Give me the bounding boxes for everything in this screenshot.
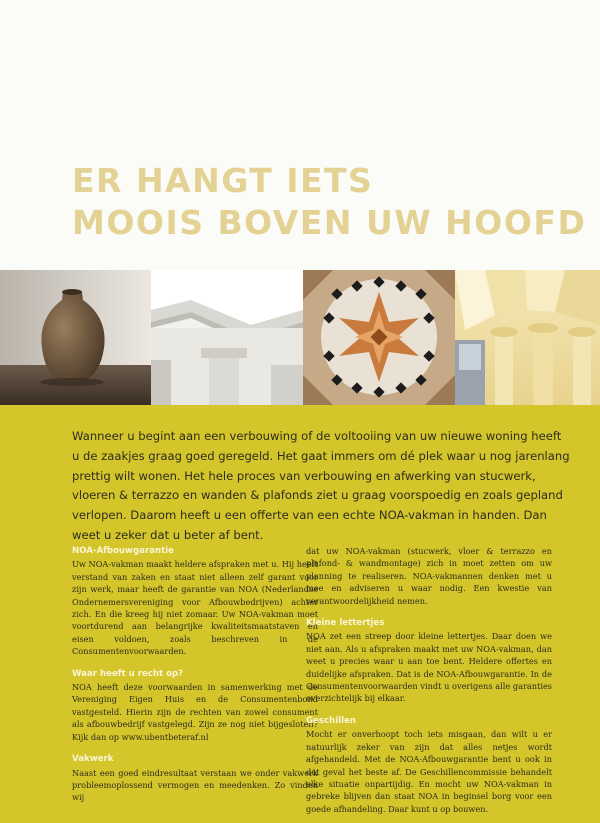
section-text-vakwerk: Naast een goed eindresultaat verstaan we onder vakwerk probleemoplossend vermogen en meedenken. Zo vinden wij <box>72 767 318 803</box>
section-text-vakwerk-continued: dat uw NOA-vakman (stucwerk, vloer & terrazzo en plafond- & wandmontage) zich in moet zetten om uw planning te realiseren. NOA-vakmannen denken met u mee en adviseren u waar nodig. Een kwestie van verantwoordelijkheid nemen. <box>306 546 552 606</box>
dome-icon <box>455 270 600 405</box>
section-title-afbouwgarantie: NOA-Afbouwgarantie <box>72 546 174 556</box>
headline <box>72 160 587 244</box>
section-title-geschillen: Geschillen <box>306 715 356 726</box>
vase-icon <box>0 270 151 405</box>
terrazzo-star-icon <box>303 270 455 405</box>
terrazzo-floor-photo <box>303 270 455 405</box>
photo-strip <box>0 270 600 405</box>
section-text-afbouwgarantie: Uw NOA-vakman maakt heldere afspraken met u. Hij heeft verstand van zaken en staat niet alleen zelf garant voor zijn werk, maar heeft de garantie van NOA (Nederlandse Ondernemersvereniging voor Afbouwbedrijven) achter zich. En die kreeg hij niet zomaar. Uw NOA-vakman moet voortdurend aan belangrijke kwaliteitsmaatstaven en eisen voldoen, zoals beschreven in de Consumentenvoorwaarden. <box>72 559 318 657</box>
cornice-icon <box>151 270 303 405</box>
left-column <box>72 545 318 814</box>
section-title-kleine-lettertjes: Kleine lettertjes <box>306 618 385 629</box>
dome-ceiling-photo <box>455 270 600 405</box>
section-text-recht: NOA heeft deze voorwaarden in samenwerking met de Vereniging Eigen Huis en de Consumentenbond vastgesteld. Hierin zijn de rechten van zowel consument als afbouwbedrijf vastgelegd. Zijn ze nog niet bijgesloten? Kijk dan op www.ubentbeteraf.nl <box>72 682 318 742</box>
right-column <box>306 545 552 823</box>
section-text-geschillen: Mocht er onverhoopt toch iets misgaan, dan wilt u er natuurlijk zeker van zijn dat alles netjes wordt afgehandeld. Met de NOA-Afbouwgarantie bent u ook in dat geval het beste af. De Geschillencommissie behandelt elke situatie onpartijdig. En mocht uw NOA-vakman in gebreke blijven dan staat NOA in beginsel borg voor een goede afhandeling. Daar kunt u op bouwen. <box>306 729 552 814</box>
intro-paragraph <box>72 427 572 546</box>
vase-photo <box>0 270 151 405</box>
intro-text: Wanneer u begint aan een verbouwing of de voltooiing van uw nieuwe woning heeft u de zaakjes graag goed geregeld. Het gaat immers om dé plek waar u nog jarenlang prettig wilt wonen. Het hele proces van verbouwing en afwerking van stucwerk, vloeren & terrazzo en wanden & plafonds ziet u graag voorspoedig en zoals gepland verlopen. Daarom heeft u een offerte van een echte NOA-vakman in handen. Dan weet u zeker dat u beter af bent. <box>72 429 570 542</box>
headline-line-1: ER HANGT IETS <box>72 161 374 200</box>
section-title-vakwerk: Vakwerk <box>72 754 114 765</box>
section-title-recht: Waar heeft u recht op? <box>72 668 184 679</box>
section-text-kleine-lettertjes: NOA zet een streep door kleine lettertjes. Daar doen we niet aan. Als u afspraken maakt met uw NOA-vakman, dan weet u precies waar u aan toe bent. Heldere offertes en duidelijke afspraken. Dat is de NOA-Afbouwgarantie. In de Consumentenvoorwaarden vindt u overigens alle garanties overzichtelijk bij elkaar. <box>306 631 552 704</box>
ceiling-cornice-photo <box>151 270 303 405</box>
headline-line-2: MOOIS BOVEN UW HOOFD <box>72 203 587 242</box>
